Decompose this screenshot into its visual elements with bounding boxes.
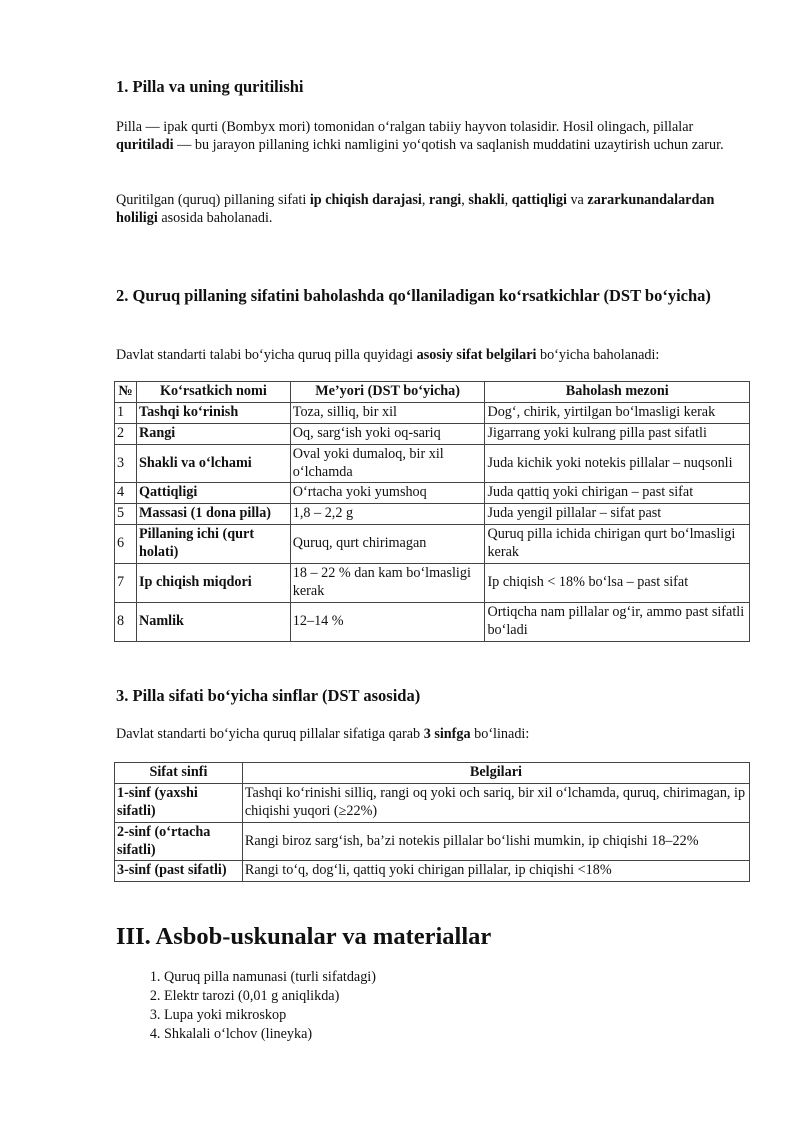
row-number: 2 — [115, 423, 137, 444]
column-header: Baholash mezoni — [485, 382, 750, 403]
text-run: asosida baholanadi. — [157, 210, 273, 227]
column-header: Sifat sinfi — [115, 763, 243, 784]
norm-value: Oval yoki dumaloq, bir xil o‘lchamda — [290, 444, 485, 483]
row-number: 6 — [115, 525, 137, 564]
indicator-name: Massasi (1 dona pilla) — [136, 504, 290, 525]
text-run: Davlat standarti talabi bo‘yicha quruq pilla quyidagi — [116, 347, 417, 363]
bold-text: ip chiqish darajasi — [309, 192, 422, 208]
class-name: 2-sinf (o‘rtacha sifatli) — [115, 822, 243, 861]
section-1-paragraph-2 — [116, 191, 752, 227]
indicator-name: Ip chiqish miqdori — [136, 564, 290, 603]
row-number: 5 — [115, 504, 137, 525]
bold-text: quritiladi — [116, 137, 174, 154]
text-run: Quritilgan (quruq) pillaning sifati — [116, 192, 310, 208]
indicator-name: Namlik — [136, 602, 290, 641]
table-row — [115, 861, 750, 882]
text-run: va — [566, 192, 588, 208]
text-run: , — [421, 192, 429, 208]
column-header: № — [115, 382, 137, 403]
list-item: 2. Elektr tarozi (0,01 g aniqlikda) — [164, 987, 376, 1006]
row-number: 4 — [115, 483, 137, 504]
criterion: Ortiqcha nam pillalar og‘ir, ammo past sifatli bo‘ladi — [485, 602, 750, 641]
text-run: , — [461, 192, 469, 208]
row-number: 3 — [115, 444, 137, 483]
section-3-heading: 3. Pilla sifati bo‘yicha sinflar (DST asosida) — [116, 686, 421, 705]
criterion: Juda yengil pillalar – sifat past — [485, 504, 750, 525]
section-2-heading: 2. Quruq pillaning sifatini baholashda qo‘llaniladigan ko‘rsatkichlar (DST bo‘yicha) — [116, 286, 711, 305]
section-1-paragraph-1 — [116, 118, 752, 154]
bold-text: qattiqligi — [511, 192, 567, 208]
class-description: Rangi to‘q, dog‘li, qattiq yoki chirigan pillalar, ip chiqishi <18% — [242, 861, 749, 882]
norm-value: 12–14 % — [290, 602, 485, 641]
class-description: Rangi biroz sarg‘ish, ba’zi notekis pillalar bo‘lishi mumkin, ip chiqishi 18–22% — [242, 822, 749, 861]
norm-value: 18 – 22 % dan kam bo‘lmasligi kerak — [290, 564, 485, 603]
indicators-table — [114, 381, 750, 642]
bold-text: rangi — [428, 192, 462, 208]
section-2-intro — [116, 346, 752, 364]
table-row — [115, 822, 750, 861]
indicator-name: Tashqi ko‘rinish — [136, 402, 290, 423]
norm-value: O‘rtacha yoki yumshoq — [290, 483, 485, 504]
indicator-name: Rangi — [136, 423, 290, 444]
criterion: Dog‘, chirik, yirtilgan bo‘lmasligi kerak — [485, 402, 750, 423]
bold-text: asosiy sifat belgilari — [416, 347, 537, 363]
indicator-name: Pillaning ichi (qurt holati) — [136, 525, 290, 564]
class-description: Tashqi ko‘rinishi silliq, rangi oq yoki och sariq, bir xil o‘lchamda, quruq, chirimagan, ip chiqishi yuqori (≥22%) — [242, 783, 749, 822]
text-run: Davlat standarti bo‘yicha quruq pillalar sifatiga qarab — [116, 726, 424, 742]
section-1-heading: 1. Pilla va uning quritilishi — [116, 77, 304, 96]
norm-value: Oq, sarg‘ish yoki oq-sariq — [290, 423, 485, 444]
row-number: 8 — [115, 602, 137, 641]
column-header: Belgilari — [242, 763, 749, 784]
table-header-row — [115, 382, 750, 403]
row-number: 7 — [115, 564, 137, 603]
criterion: Ip chiqish < 18% bo‘lsa – past sifat — [485, 564, 750, 603]
section-4-heading: III. Asbob-uskunalar va materiallar — [116, 923, 492, 950]
criterion: Quruq pilla ichida chirigan qurt bo‘lmasligi kerak — [485, 525, 750, 564]
text-run: bo‘linadi: — [470, 726, 530, 742]
criterion: Juda qattiq yoki chirigan – past sifat — [485, 483, 750, 504]
table-row — [115, 402, 750, 423]
list-item: 4. Shkalali o‘lchov (lineyka) — [164, 1025, 376, 1044]
table-header-row — [115, 763, 750, 784]
row-number: 1 — [115, 402, 137, 423]
bold-text: 3 sinfga — [423, 726, 471, 742]
table-row — [115, 504, 750, 525]
column-header: Me’yori (DST bo‘yicha) — [290, 382, 485, 403]
table-row — [115, 444, 750, 483]
class-name: 1-sinf (yaxshi sifatli) — [115, 783, 243, 822]
text-run: Pilla — ipak qurti (Bombyx mori) tomonidan o‘ralgan tabiiy hayvon tolasidir. Hosil olingach, pillalar — [116, 119, 694, 135]
equipment-list — [116, 968, 376, 1044]
bold-text: zararkunandalardan holiligi — [116, 192, 715, 227]
table-row — [115, 602, 750, 641]
criterion: Jigarrang yoki kulrang pilla past sifatli — [485, 423, 750, 444]
norm-value: Toza, silliq, bir xil — [290, 402, 485, 423]
table-row — [115, 483, 750, 504]
indicator-name: Shakli va o‘lchami — [136, 444, 290, 483]
list-item: 1. Quruq pilla namunasi (turli sifatdagi) — [164, 968, 376, 987]
table-row — [115, 564, 750, 603]
text-run: , — [504, 192, 512, 208]
table-row — [115, 525, 750, 564]
table-row — [115, 423, 750, 444]
criterion: Juda kichik yoki notekis pillalar – nuqsonli — [485, 444, 750, 483]
bold-text: shakli — [468, 192, 505, 208]
text-run: — bu jarayon pillaning ichki namligini yo‘qotish va saqlanish muddatini uzaytirish uchun zarur. — [173, 137, 724, 154]
text-run: bo‘yicha baholanadi: — [536, 347, 660, 363]
table-row — [115, 783, 750, 822]
norm-value: Quruq, qurt chirimagan — [290, 525, 485, 564]
quality-classes-table — [114, 762, 750, 882]
norm-value: 1,8 – 2,2 g — [290, 504, 485, 525]
list-item: 3. Lupa yoki mikroskop — [164, 1006, 376, 1025]
indicator-name: Qattiqligi — [136, 483, 290, 504]
section-3-intro — [116, 725, 752, 743]
column-header: Ko‘rsatkich nomi — [136, 382, 290, 403]
class-name: 3-sinf (past sifatli) — [115, 861, 243, 882]
